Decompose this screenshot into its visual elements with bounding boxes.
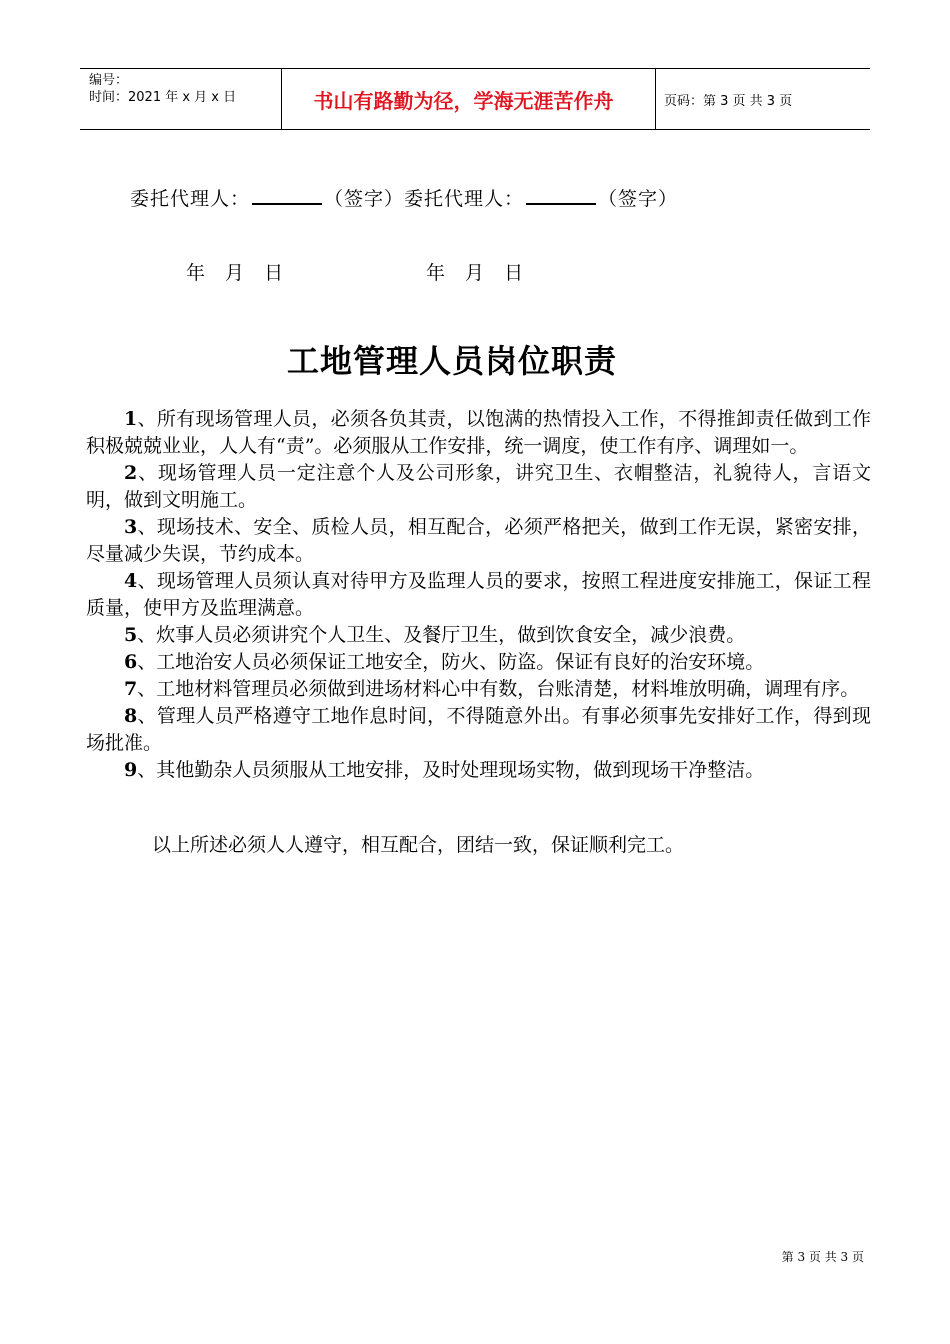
duty-item: [86, 514, 871, 568]
code-label: 编号：: [89, 73, 129, 88]
signature-blank-1: [252, 185, 322, 205]
date-label: 时间：2021 年 x 月 x 日: [89, 90, 237, 105]
duty-number: 2: [124, 462, 138, 484]
duty-text: 、工地治安人员必须保证工地安全，防火、防盗。保证有良好的治安环境。: [137, 651, 765, 673]
duty-number: 3: [124, 516, 138, 538]
duty-item: [86, 622, 871, 649]
duty-number: 4: [124, 570, 138, 592]
duty-text: 、所有现场管理人员，必须各负其责，以饱满的热情投入工作，不得推卸责任做到工作积极兢兢业业，人人有“责”。必须服从工作安排，统一调度，使工作有序、调理如一。: [86, 408, 871, 457]
duty-number: 7: [124, 678, 138, 700]
duty-item: [86, 757, 871, 784]
duties-list: [86, 406, 871, 784]
signature-row: [130, 184, 678, 211]
duty-number: 5: [124, 624, 138, 646]
agent-label-1: 委托代理人：: [130, 188, 251, 210]
duty-text: 、现场管理人员一定注意个人及公司形象，讲究卫生、衣帽整洁，礼貌待人，言语文明，做到文明施工。: [86, 462, 871, 511]
header-meta-cell: [80, 69, 282, 129]
duty-number: 1: [124, 408, 138, 430]
duty-text: 、炊事人员必须讲究个人卫生、及餐厅卫生，做到饮食安全，减少浪费。: [137, 624, 746, 646]
date-blank-1: 年 月 日: [186, 262, 284, 284]
document-title: 工地管理人员岗位职责: [286, 342, 617, 380]
duty-text: 、其他勤杂人员须服从工地安排，及时处理现场实物，做到现场干净整洁。: [137, 759, 765, 781]
sign-note-2: （签字）: [598, 188, 679, 210]
header-page-info: 页码：第 3 页 共 3 页: [664, 93, 793, 109]
header-motto: 书山有路勤为径，学海无涯苦作舟: [282, 69, 656, 129]
duty-item: [86, 460, 871, 514]
sign-note-1: （签字）: [324, 188, 405, 210]
duty-item: [86, 703, 871, 757]
duty-number: 6: [124, 651, 138, 673]
duty-item: [86, 406, 871, 460]
duty-text: 、管理人员严格遵守工地作息时间，不得随意外出。有事必须事先安排好工作，得到现场批准。: [86, 705, 871, 754]
duty-item: [86, 568, 871, 622]
duty-item: [86, 676, 871, 703]
duty-text: 、现场技术、安全、质检人员，相互配合，必须严格把关，做到工作无误，紧密安排，尽量减少失误，节约成本。: [86, 516, 871, 565]
date-blank-2: 年 月 日: [426, 262, 524, 284]
duty-number: 9: [124, 759, 138, 781]
duty-text: 、现场管理人员须认真对待甲方及监理人员的要求，按照工程进度安排施工，保证工程质量，使甲方及监理满意。: [86, 570, 871, 619]
closing-statement: 以上所述必须人人遵守，相互配合，团结一致，保证顺利完工。: [152, 834, 685, 856]
signature-blank-2: [526, 185, 596, 205]
page-footer: 第 3 页 共 3 页: [781, 1250, 864, 1264]
duty-item: [86, 649, 871, 676]
duty-text: 、工地材料管理员必须做到进场材料心中有数，台账清楚，材料堆放明确，调理有序。: [137, 678, 860, 700]
duty-number: 8: [124, 705, 138, 727]
agent-label-2: 委托代理人：: [404, 188, 525, 210]
page-header: [80, 68, 870, 130]
